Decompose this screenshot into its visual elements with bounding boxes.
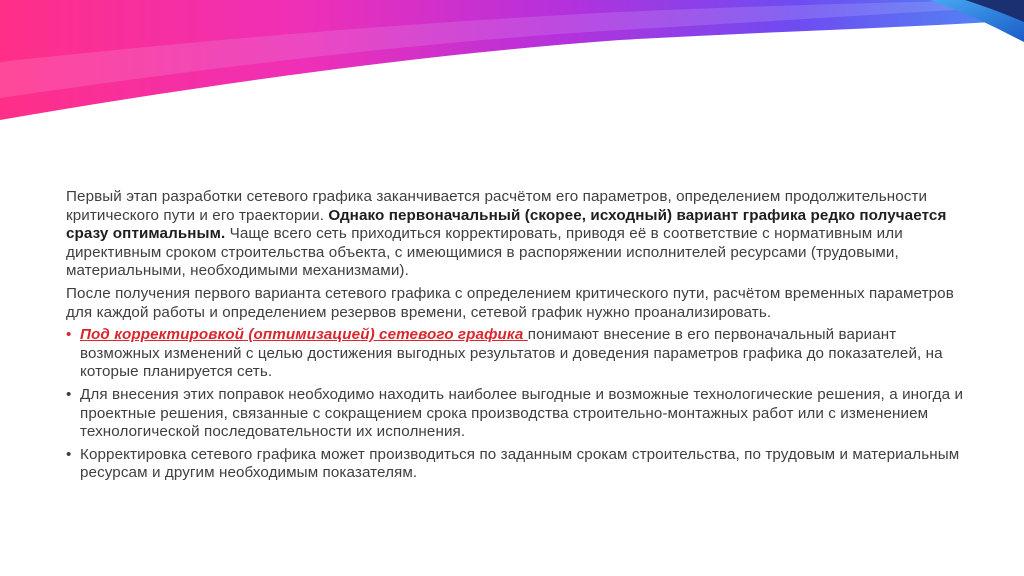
slide-content bbox=[66, 188, 966, 487]
bullet-dot-icon: • bbox=[66, 326, 72, 344]
corrections-text: Для внесения этих поправок необходимо находить наиболее выгодные и возможные технологические решения, а иногда и проектные решения, связанные с сокращением срока производства строительно-монтажных работ или с изменением технологической последовательности их исполнения. bbox=[80, 385, 964, 441]
paragraph-intro-text-end: Чаще всего сеть приходиться корректировать, приводя её в соответствие с нормативным или директивным сроком строительства объекта, с имеющимися в распоряжении исполнителей ресурсами (трудовыми, материальными, необходимыми механизмами). bbox=[66, 225, 903, 280]
paragraph-intro-bold: Однако первоначальный (скорее, исходный) вариант графика редко получается сразу оптимальным. bbox=[66, 206, 947, 243]
bullet-item-corrections bbox=[66, 386, 966, 442]
definition-term-link[interactable]: Под корректировкой (оптимизацией) сетевого графика bbox=[80, 326, 528, 344]
paragraph-analysis: После получения первого варианта сетевого графика с определением критического пути, расчётом временных параметров для каждой работы и определением резервов времени, сетевой график нужно проанализировать. bbox=[66, 284, 954, 321]
definition-text: понимают внесение в его первоначальный вариант возможных изменений с целью достижения выгодных результатов и доведения параметров графика до показателей, на которые планируется сеть. bbox=[80, 326, 943, 381]
bullet-list bbox=[66, 326, 966, 483]
bullet-dot-icon: • bbox=[66, 385, 72, 403]
paragraph-intro-text-start: Первый этап разработки сетевого графика заканчивается расчётом его параметров, определением продолжительности критического пути и его траектории. bbox=[66, 188, 928, 224]
bullet-item-definition bbox=[66, 326, 966, 382]
bullet-item-adjustment bbox=[66, 446, 966, 483]
bullet-dot-icon: • bbox=[66, 445, 72, 463]
paragraph-intro bbox=[66, 188, 966, 281]
adjustment-text: Корректировка сетевого графика может производиться по заданным срокам строительства, по трудовым и материальным ресурсам и другим необходимым показателям. bbox=[80, 445, 960, 482]
